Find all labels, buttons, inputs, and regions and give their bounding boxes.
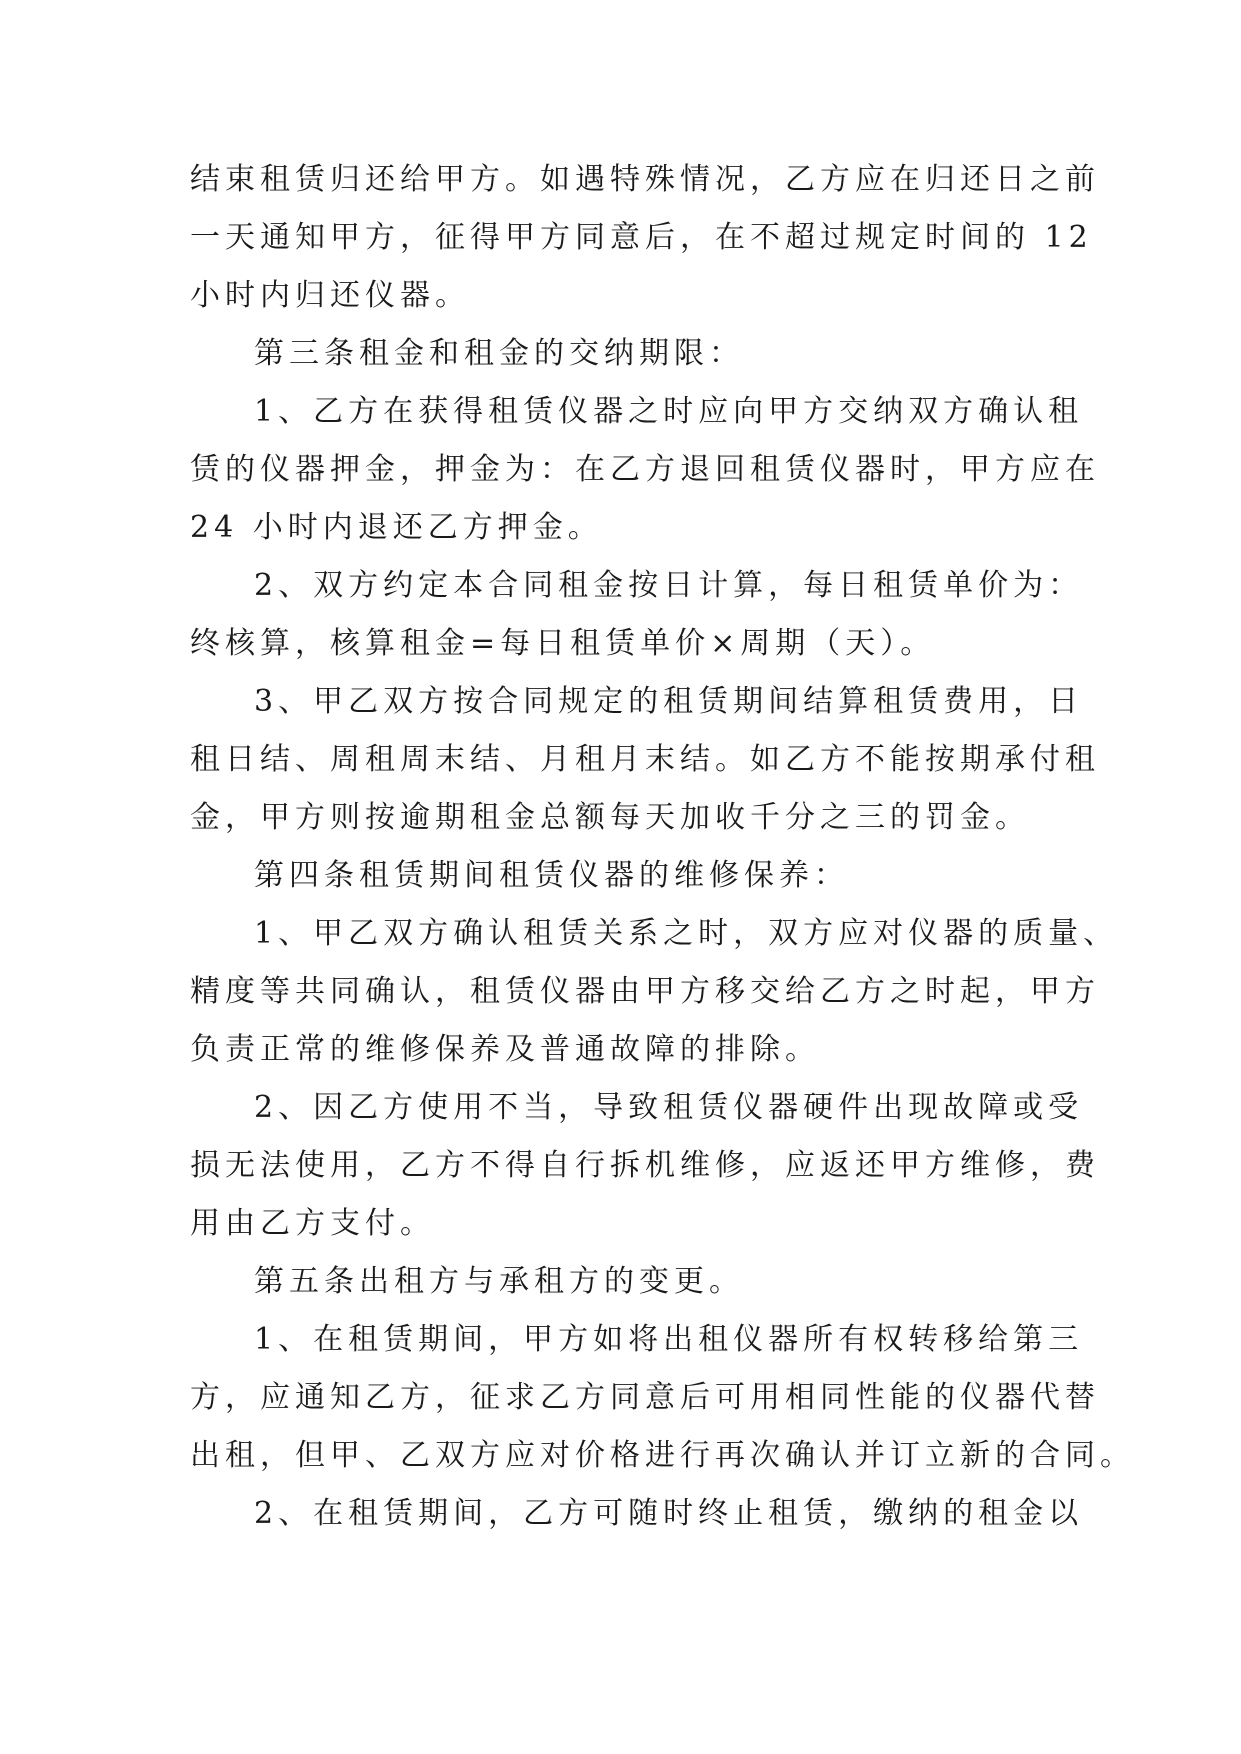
text-line: 方，应通知乙方，征求乙方同意后可用相同性能的仪器代替 xyxy=(190,1380,1100,1415)
text-line: 出租，但甲、乙双方应对价格进行再次确认并订立新的合同。 xyxy=(190,1438,1135,1473)
text-line: 2、双方约定本合同租金按日计算，每日租赁单价为： xyxy=(254,568,1084,603)
text-line: 1、甲乙双方确认租赁关系之时，双方应对仪器的质量、 xyxy=(254,916,1119,951)
text-line: 赁的仪器押金，押金为：在乙方退回租赁仪器时，甲方应在 xyxy=(190,452,1100,487)
text-line: 3、甲乙双方按合同规定的租赁期间结算租赁费用，日 xyxy=(254,684,1084,719)
text-line: 2、因乙方使用不当，导致租赁仪器硬件出现故障或受 xyxy=(254,1090,1084,1125)
text-line: 租日结、周租周末结、月租月末结。如乙方不能按期承付租 xyxy=(190,742,1100,777)
text-line: 用由乙方支付。 xyxy=(190,1206,435,1241)
text-line: 1、在租赁期间，甲方如将出租仪器所有权转移给第三 xyxy=(254,1322,1084,1357)
text-line: 24 小时内退还乙方押金。 xyxy=(190,510,603,545)
text-line: 结束租赁归还给甲方。如遇特殊情况，乙方应在归还日之前 xyxy=(190,162,1100,197)
text-line: 精度等共同确认，租赁仪器由甲方移交给乙方之时起，甲方 xyxy=(190,974,1100,1009)
section-heading: 第五条出租方与承租方的变更。 xyxy=(254,1264,744,1299)
text-line: 负责正常的维修保养及普通故障的排除。 xyxy=(190,1032,820,1067)
text-line: 终核算，核算租金=每日租赁单价×周期（天）。 xyxy=(190,626,936,661)
text-line: 2、在租赁期间，乙方可随时终止租赁，缴纳的租金以 xyxy=(254,1496,1084,1531)
section-heading: 第四条租赁期间租赁仪器的维修保养： xyxy=(254,858,849,893)
text-line: 1、乙方在获得租赁仪器之时应向甲方交纳双方确认租 xyxy=(254,394,1084,429)
text-line: 金，甲方则按逾期租金总额每天加收千分之三的罚金。 xyxy=(190,800,1030,835)
section-heading: 第三条租金和租金的交纳期限： xyxy=(254,336,744,371)
text-line: 损无法使用，乙方不得自行拆机维修，应返还甲方维修，费 xyxy=(190,1148,1100,1183)
text-line: 一天通知甲方，征得甲方同意后，在不超过规定时间的 12 xyxy=(190,220,1093,255)
text-line: 小时内归还仪器。 xyxy=(190,278,470,313)
